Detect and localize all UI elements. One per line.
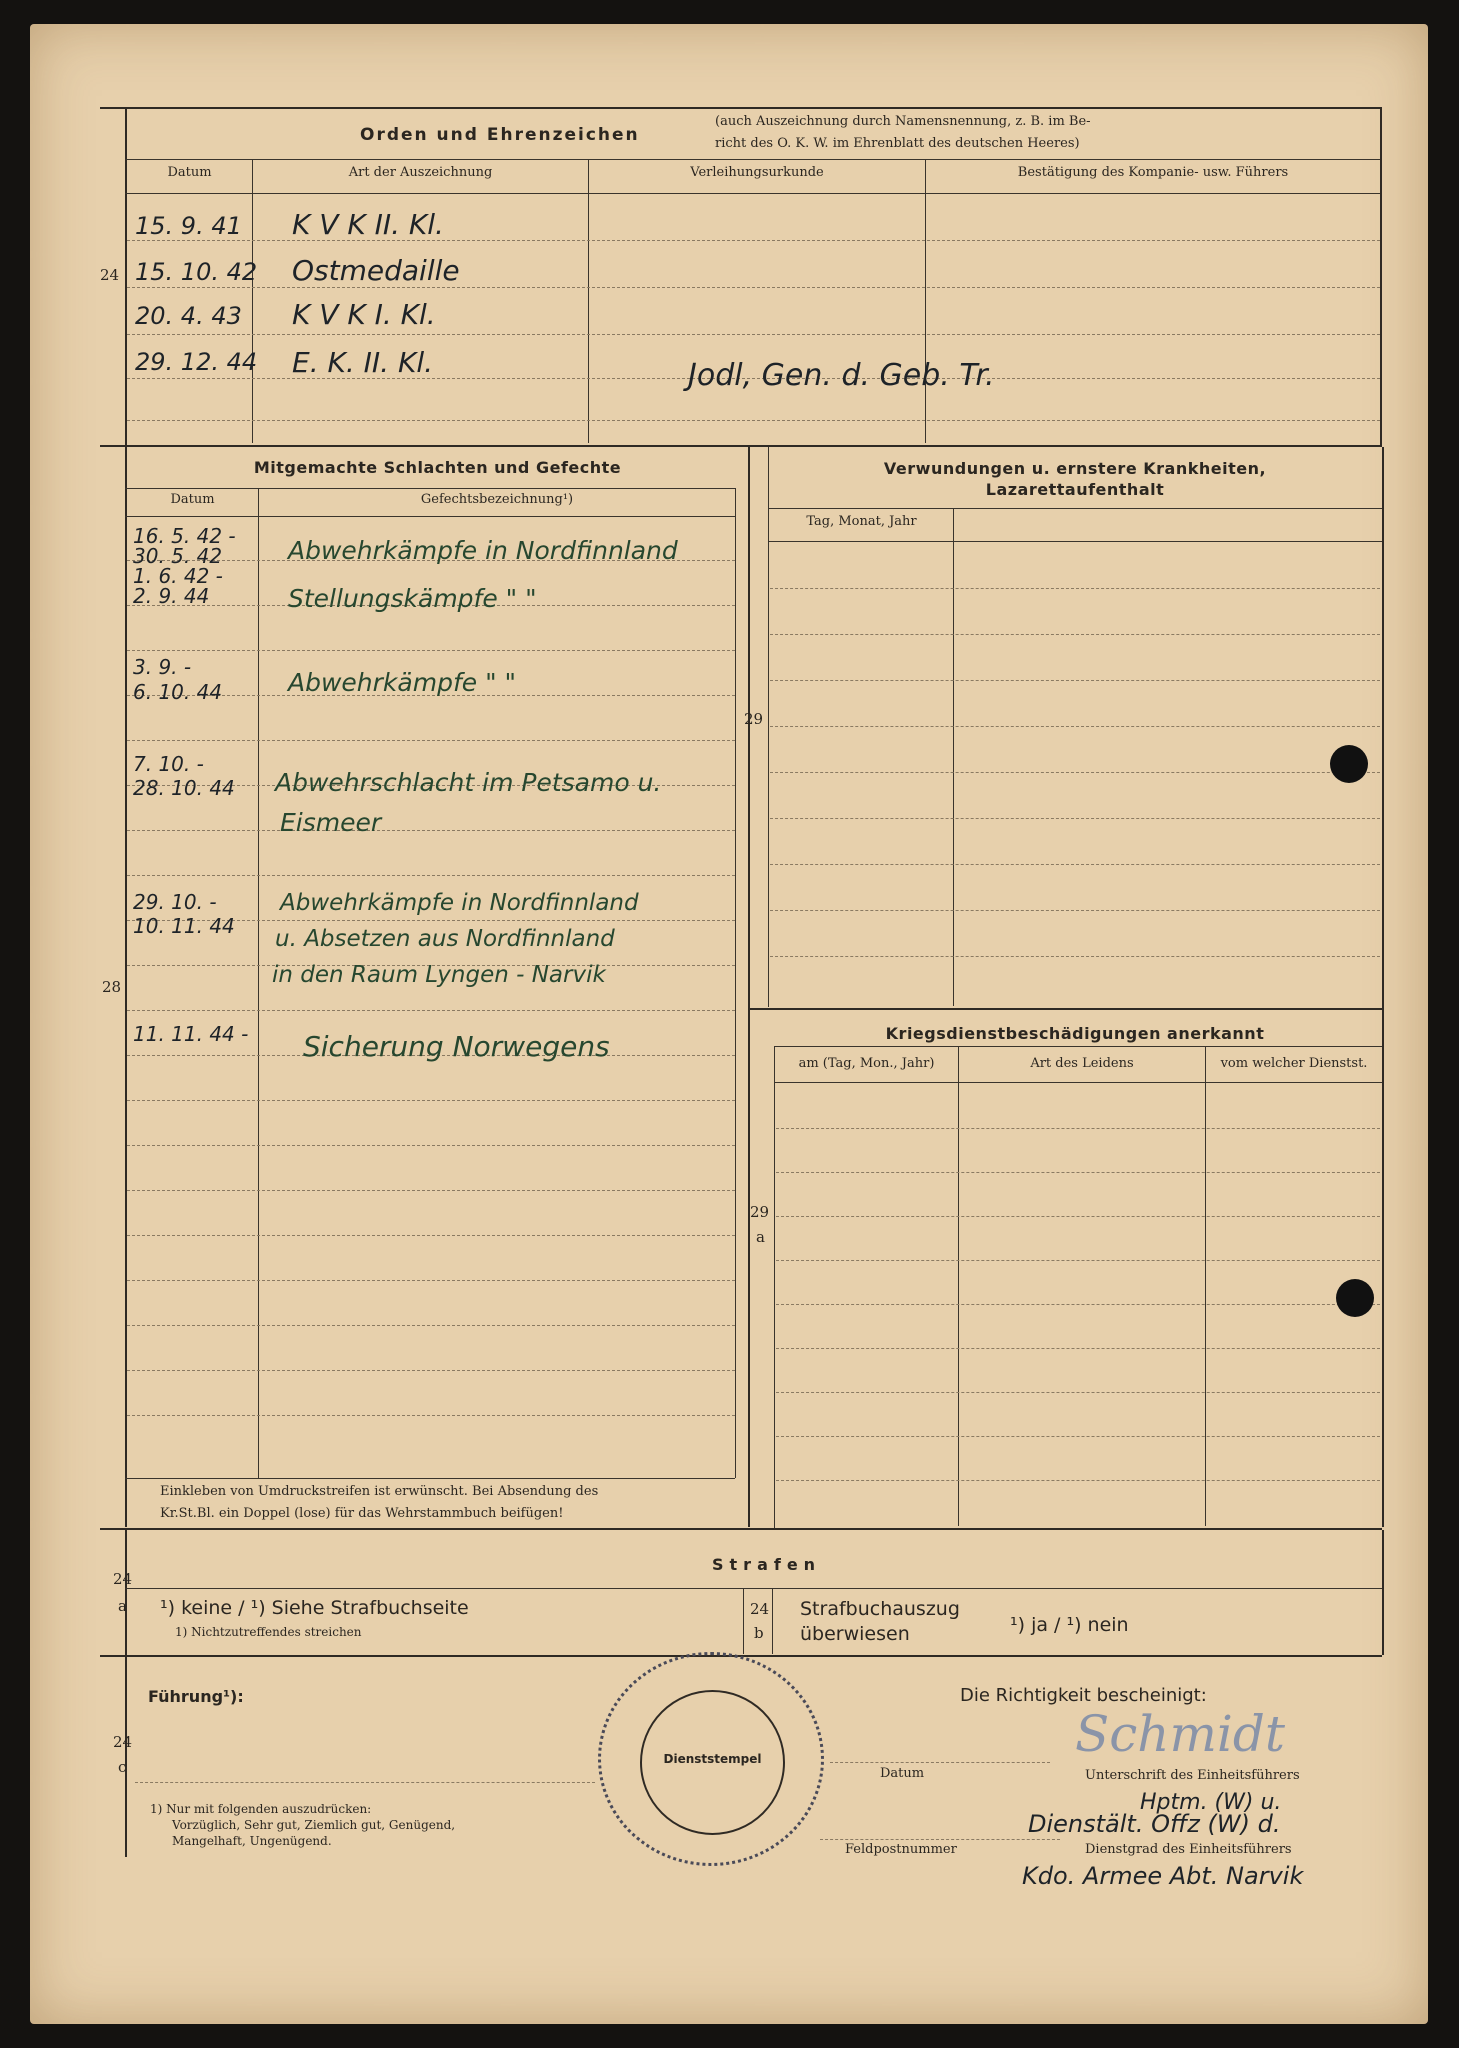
schlachten-datum: 6. 10. 44 [133, 680, 223, 704]
orden-col-divider-3 [925, 159, 926, 443]
verwundungen-rule [770, 680, 1380, 681]
verwundungen-rule [770, 726, 1380, 727]
kriegsdienst-rule [776, 1216, 1380, 1217]
schlachten-rule [127, 875, 735, 876]
schlachten-datum: 16. 5. 42 - [133, 524, 236, 548]
schlachten-datum: 11. 11. 44 - [133, 1022, 249, 1046]
kriegsdienst-rule [776, 1260, 1380, 1261]
kriegsdienst-rule [776, 1304, 1380, 1305]
datum-label: Datum [880, 1766, 925, 1781]
schlachten-row-number: 28 [102, 978, 122, 996]
kriegsdienst-top-border [748, 1008, 1382, 1010]
kriegsdienst-col-divider-1 [958, 1046, 959, 1526]
schlachten-header-top [125, 488, 735, 489]
fuehrung-row-sub: c [118, 1758, 127, 1776]
verwundungen-rule [770, 864, 1380, 865]
richtigkeit-text: Die Richtigkeit bescheinigt: [960, 1685, 1207, 1706]
orden-header-top-line [125, 159, 1380, 160]
orden-datum-3: 20. 4. 43 [135, 302, 242, 330]
verwundungen-rule [770, 910, 1380, 911]
verwundungen-header-bottom [768, 541, 1382, 542]
orden-datum-1: 15. 9. 41 [135, 212, 242, 240]
fuehrung-row-number: 24 [113, 1733, 133, 1751]
signature: Schmidt [1075, 1705, 1285, 1763]
schlachten-bezeichnung: in den Raum Lyngen - Narvik [272, 962, 606, 988]
kriegsdienst-col-von: vom welcher Dienstst. [1220, 1056, 1368, 1071]
orden-rule [127, 334, 1380, 335]
schlachten-footnote-line1: Einkleben von Umdruckstreifen ist erwünscht. Bei Absendung des [160, 1484, 599, 1499]
verwundungen-title-line2: Lazarettaufenthalt [985, 480, 1165, 499]
schlachten-bezeichnung: Abwehrkämpfe " " [288, 668, 517, 697]
kriegsdienst-rule [776, 1128, 1380, 1129]
schlachten-bezeichnung: Abwehrschlacht im Petsamo u. [275, 768, 662, 797]
middle-right-border [1382, 447, 1384, 1527]
orden-col-urkunde: Verleihungsurkunde [690, 165, 824, 180]
schlachten-col-divider [258, 488, 259, 1478]
verwundungen-left-inner [768, 447, 769, 1007]
dienstgrad-label: Dienstgrad des Einheitsführers [1085, 1842, 1292, 1857]
orden-note-line1: (auch Auszeichnung durch Namensnennung, z. B. im Be- [715, 114, 1091, 129]
strafen-divider-2 [772, 1588, 773, 1654]
rank-line1: Hptm. (W) u. [1140, 1790, 1282, 1815]
kriegsdienst-rule [776, 1172, 1380, 1173]
schlachten-rule [127, 650, 735, 651]
schlachten-col-datum: Datum [170, 492, 215, 507]
verwundungen-col-tag: Tag, Monat, Jahr [806, 514, 917, 529]
kriegsdienst-header-bottom [774, 1082, 1382, 1083]
orden-note-line2: richt des O. K. W. im Ehrenblatt des deutschen Heeres) [715, 136, 1080, 151]
strafbuch-label-line1: Strafbuchauszug [800, 1598, 960, 1620]
strafen-left-border [125, 1530, 127, 1655]
kriegsdienst-rule [776, 1480, 1380, 1481]
strafen-title: Strafen [712, 1555, 822, 1574]
orden-header-bottom-line [125, 193, 1380, 194]
verwundungen-rule [770, 634, 1380, 635]
unterschrift-label: Unterschrift des Einheitsführers [1085, 1768, 1300, 1783]
schlachten-datum: 30. 5. 42 [133, 544, 223, 568]
kriegsdienst-row-number: 29 [750, 1203, 770, 1221]
strafen-divider [743, 1588, 744, 1654]
orden-title: Orden und Ehrenzeichen [360, 125, 640, 145]
orden-art-1: K V K II. Kl. [292, 208, 444, 241]
strafen-row-sub: a [118, 1597, 127, 1615]
schlachten-datum: 28. 10. 44 [133, 776, 235, 800]
fuehrung-label: Führung¹): [148, 1687, 244, 1706]
strafen-option: ¹) keine / ¹) Siehe Strafbuchseite [160, 1597, 469, 1619]
orden-urkunde-signature: Jodl, Gen. d. Geb. Tr. [688, 358, 995, 393]
schlachten-rule [127, 1010, 735, 1011]
strafbuch-row-sub: b [754, 1624, 764, 1642]
kriegsdienst-rule [776, 1348, 1380, 1349]
strafbuch-row-number: 24 [750, 1600, 770, 1618]
orden-row-number: 24 [100, 266, 120, 284]
schlachten-footnote-line2: Kr.St.Bl. ein Doppel (lose) für das Wehrstammbuch beifügen! [160, 1506, 564, 1521]
fuehrung-left-border [125, 1657, 127, 1857]
top-border [100, 107, 1382, 109]
schlachten-datum: 7. 10. - [133, 752, 204, 776]
orden-col-art: Art der Auszeichnung [348, 165, 493, 180]
kriegsdienst-rule [776, 1392, 1380, 1393]
schlachten-right-inner-border [735, 488, 736, 1478]
orden-col-datum: Datum [167, 165, 212, 180]
schlachten-header-bottom [125, 516, 735, 517]
orden-rule [127, 420, 1380, 421]
schlachten-datum: 29. 10. - [133, 890, 217, 914]
kriegsdienst-col-art: Art des Leidens [1030, 1056, 1134, 1071]
orden-rule [127, 287, 1380, 288]
middle-bottom-border [100, 1528, 1382, 1530]
punch-hole [1330, 745, 1368, 783]
schlachten-datum: 1. 6. 42 - [133, 564, 223, 588]
kriegsdienst-left-inner [774, 1046, 775, 1528]
schlachten-bezeichnung: Eismeer [280, 808, 382, 837]
section-divider [748, 447, 750, 1527]
schlachten-bezeichnung: Sicherung Norwegens [303, 1030, 610, 1063]
orden-right-border [1380, 109, 1382, 445]
fuehrung-line [135, 1782, 595, 1783]
strafbuch-option: ¹) ja / ¹) nein [1010, 1614, 1129, 1636]
kriegsdienst-row-sub: a [756, 1228, 765, 1246]
strafen-inner-line [125, 1588, 1382, 1589]
schlachten-rule [127, 1190, 735, 1191]
orden-art-4: E. K. II. Kl. [292, 346, 434, 379]
schlachten-rule [127, 1370, 735, 1371]
feldpost-label: Feldpostnummer [845, 1842, 957, 1857]
feldpost-line [820, 1839, 1060, 1840]
orden-col-divider-1 [252, 159, 253, 443]
verwundungen-rule [770, 818, 1380, 819]
schlachten-datum: 2. 9. 44 [133, 584, 210, 608]
kriegsdienst-header-top [774, 1046, 1382, 1047]
orden-datum-2: 15. 10. 42 [135, 258, 258, 286]
schlachten-col-bez: Gefechtsbezeichnung¹) [420, 492, 574, 507]
orden-art-2: Ostmedaille [292, 254, 460, 287]
kriegsdienst-title: Kriegsdienstbeschädigungen anerkannt [885, 1024, 1265, 1043]
fuehrung-note-line1: 1) Nur mit folgenden auszudrücken: [150, 1802, 372, 1816]
verwundungen-row-number: 29 [744, 710, 764, 728]
verwundungen-rule [770, 956, 1380, 957]
dienststempel-label: Dienststempel [663, 1752, 762, 1766]
verwundungen-header-top [768, 508, 1382, 509]
unit-line: Kdo. Armee Abt. Narvik [1022, 1862, 1304, 1890]
orden-art-3: K V K I. Kl. [292, 298, 436, 331]
schlachten-left-border [125, 447, 127, 1527]
schlachten-bezeichnung: Stellungskämpfe " " [288, 584, 537, 613]
schlachten-rule [127, 1325, 735, 1326]
schlachten-rule [127, 1280, 735, 1281]
kriegsdienst-rule [776, 1436, 1380, 1437]
schlachten-rule [127, 1100, 735, 1101]
verwundungen-title-line1: Verwundungen u. ernstere Krankheiten, [883, 459, 1267, 478]
orden-col-divider-2 [588, 159, 589, 443]
schlachten-table-bottom [125, 1478, 735, 1479]
orden-datum-4: 29. 12. 44 [135, 348, 258, 376]
schlachten-rule [127, 1415, 735, 1416]
schlachten-rule [127, 1235, 735, 1236]
middle-top-border [100, 445, 1382, 447]
schlachten-rule [127, 740, 735, 741]
strafbuch-label-line2: überwiesen [800, 1623, 910, 1645]
schlachten-rule [127, 830, 735, 831]
fuehrung-note-line3: Mangelhaft, Ungenügend. [172, 1834, 332, 1848]
verwundungen-rule [770, 588, 1380, 589]
schlachten-datum: 3. 9. - [133, 655, 192, 679]
datum-line [830, 1762, 1050, 1763]
strafen-footnote: 1) Nichtzutreffendes streichen [175, 1625, 362, 1639]
schlachten-bezeichnung: Abwehrkämpfe in Nordfinnland [280, 890, 639, 916]
verwundungen-col-divider [953, 508, 954, 1006]
fuehrung-note-line2: Vorzüglich, Sehr gut, Ziemlich gut, Genügend, [172, 1818, 456, 1832]
schlachten-datum: 10. 11. 44 [133, 914, 235, 938]
schlachten-title: Mitgemachte Schlachten und Gefechte [253, 458, 622, 477]
orden-col-bestaetigung: Bestätigung des Kompanie- usw. Führers [1017, 165, 1289, 180]
strafen-right-border [1382, 1530, 1384, 1655]
schlachten-bezeichnung: Abwehrkämpfe in Nordfinnland [288, 536, 678, 565]
verwundungen-rule [770, 772, 1380, 773]
schlachten-rule [127, 1145, 735, 1146]
schlachten-bezeichnung: u. Absetzen aus Nordfinnland [275, 926, 615, 952]
kriegsdienst-col-am: am (Tag, Mon., Jahr) [798, 1056, 935, 1071]
punch-hole [1336, 1279, 1374, 1317]
rank-line2: Dienstält. Offz (W) d. [1028, 1810, 1281, 1838]
strafen-row-number: 24 [113, 1570, 133, 1588]
kriegsdienst-col-divider-2 [1205, 1046, 1206, 1526]
